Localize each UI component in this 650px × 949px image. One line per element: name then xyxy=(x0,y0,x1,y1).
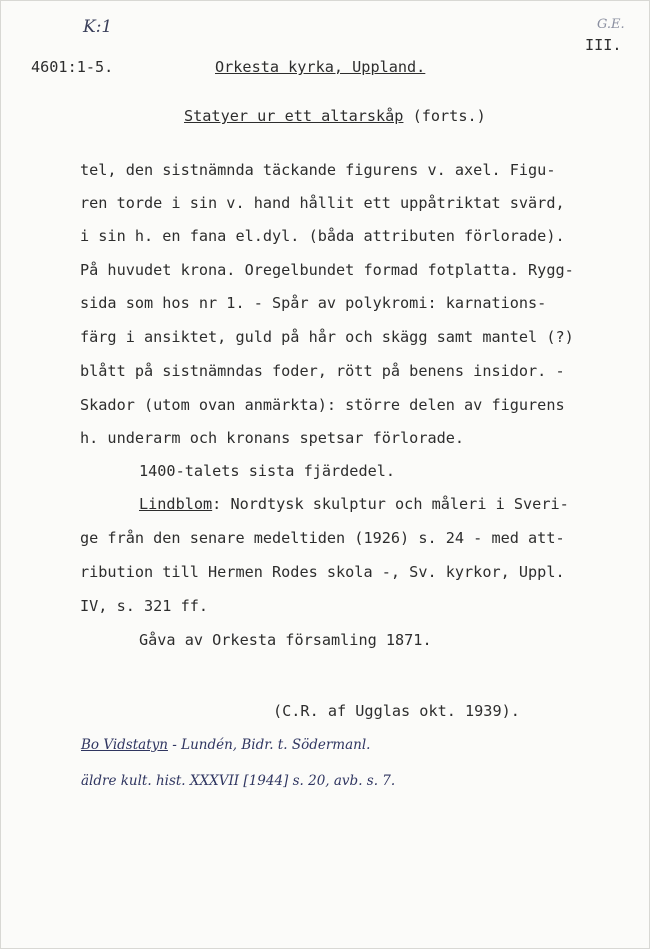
handwritten-initials: G.E. xyxy=(597,17,625,32)
donation-line: Gåva av Orkesta församling 1871. xyxy=(139,631,432,649)
page-number: III. xyxy=(585,36,622,54)
body-line: blått på sistnämndas foder, rött på benens insidor. - xyxy=(80,362,565,380)
body-line: färg i ansiktet, guld på hår och skägg samt mantel (?) xyxy=(80,328,574,346)
section-subtitle xyxy=(184,107,486,125)
reference-text: : Nordtysk skulptur och måleri i Sveri- xyxy=(212,495,569,513)
reference-line-3: ribution till Hermen Rodes skola -, Sv. kyrkor, Uppl. xyxy=(80,563,565,581)
manuscript-note-line-2: äldre kult. hist. XXXVII [1944] s. 20, avb. s. 7. xyxy=(81,773,396,789)
subtitle-main: Statyer ur ett altarskåp xyxy=(184,107,404,125)
location-title: Orkesta kyrka, Uppland. xyxy=(215,58,426,76)
subtitle-suffix: (forts.) xyxy=(403,107,486,125)
body-line: Skador (utom ovan anmärkta): större delen av figurens xyxy=(80,396,565,414)
reference-author: Lindblom xyxy=(139,495,213,513)
reference-line-1 xyxy=(139,495,569,513)
handwritten-card-code: K:1 xyxy=(83,17,113,37)
dating-line: 1400-talets sista fjärdedel. xyxy=(139,462,396,480)
body-line: På huvudet krona. Oregelbundet formad fotplatta. Rygg- xyxy=(80,261,574,279)
manuscript-text: - Lundén, Bidr. t. Södermanl. xyxy=(167,737,371,753)
body-line: sida som hos nr 1. - Spår av polykromi: karnations- xyxy=(80,294,547,312)
reference-line-4: IV, s. 321 ff. xyxy=(80,597,209,615)
body-line: tel, den sistnämnda täckande figurens v. axel. Figu- xyxy=(80,161,556,179)
body-line: ren torde i sin v. hand hållit ett uppåtriktat svärd, xyxy=(80,194,565,212)
manuscript-note-line-1 xyxy=(81,737,370,753)
author-signature: (C.R. af Ugglas okt. 1939). xyxy=(273,702,520,720)
manuscript-underlined: Bo Vidstatyn xyxy=(81,737,168,753)
catalog-number: 4601:1-5. xyxy=(31,58,114,76)
body-line: h. underarm och kronans spetsar förlorade. xyxy=(80,429,465,447)
reference-line-2: ge från den senare medeltiden (1926) s. 24 - med att- xyxy=(80,529,565,547)
body-line: i sin h. en fana el.dyl. (båda attributen förlorade). xyxy=(80,227,565,245)
